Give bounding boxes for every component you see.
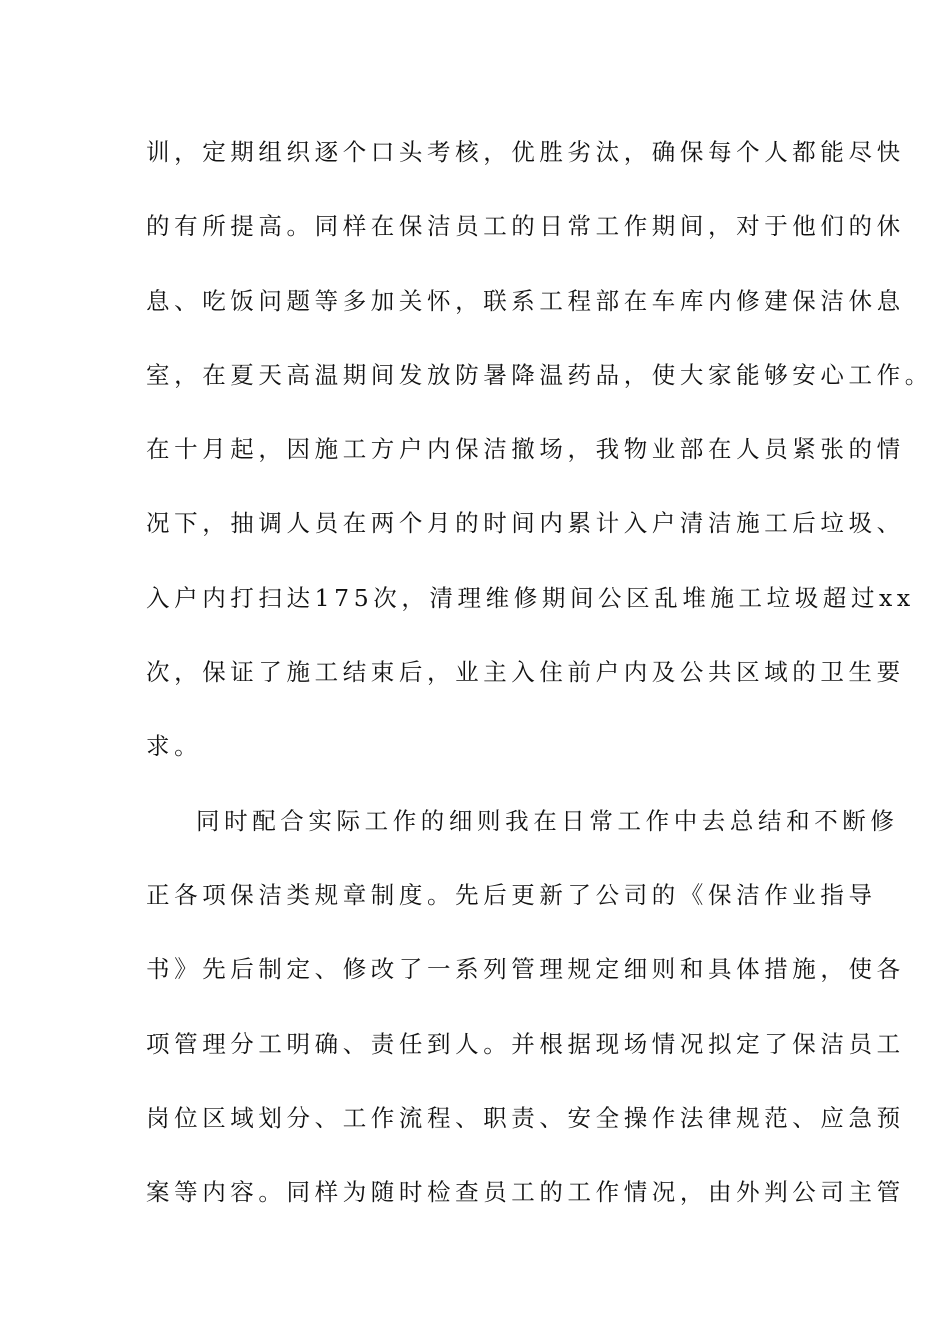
paragraph-first-line: 同时配合实际工作的细则我在日常工作中去总结和不断修 xyxy=(196,807,899,835)
text-line: 入户内打扫达175次，清理维修期间公区乱堆施工垃圾超过xx xyxy=(146,584,915,612)
text-line: 求。 xyxy=(146,732,203,760)
text-line: 正各项保洁类规章制度。先后更新了公司的《保洁作业指导 xyxy=(146,881,877,909)
text-line: 训，定期组织逐个口头考核，优胜劣汰，确保每个人都能尽快 xyxy=(146,138,905,166)
text-line: 况下，抽调人员在两个月的时间内累计入户清洁施工后垃圾、 xyxy=(146,509,905,537)
text-line: 岗位区域划分、工作流程、职责、安全操作法律规范、应急预 xyxy=(146,1104,905,1132)
text-line: 次，保证了施工结束后，业主入住前户内及公共区域的卫生要 xyxy=(146,658,905,686)
text-line: 书》先后制定、修改了一系列管理规定细则和具体措施，使各 xyxy=(146,955,905,983)
text-line: 案等内容。同样为随时检查员工的工作情况，由外判公司主管 xyxy=(146,1178,905,1206)
text-line: 室，在夏天高温期间发放防暑降温药品，使大家能够安心工作。 xyxy=(146,361,933,389)
text-line: 息、吃饭问题等多加关怀，联系工程部在车库内修建保洁休息 xyxy=(146,287,905,315)
text-line: 在十月起，因施工方户内保洁撤场，我物业部在人员紧张的情 xyxy=(146,435,905,463)
text-line: 项管理分工明确、责任到人。并根据现场情况拟定了保洁员工 xyxy=(146,1030,905,1058)
text-line: 的有所提高。同样在保洁员工的日常工作期间，对于他们的休 xyxy=(146,212,905,240)
